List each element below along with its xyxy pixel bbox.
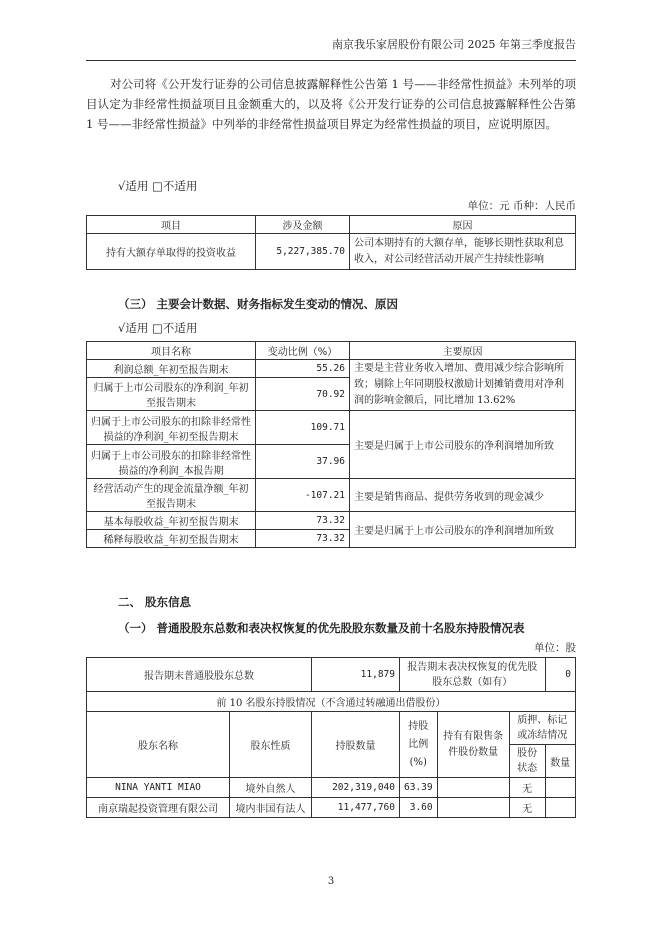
page-number: 3 xyxy=(327,876,335,887)
table2-reason: 主要是主营业务收入增加、费用减少综合影响所致；剔除上年同期股权激励计划摊销费用对净利润的影响金额后，同比增加 13.62% xyxy=(350,360,576,411)
section-three-title: （三） 主要会计数据、财务指标发生变动的情况、原因 xyxy=(118,297,399,311)
header-shareholder-nature: 股东性质 xyxy=(230,712,312,778)
table2-row-ratio: 109.71 xyxy=(256,411,350,445)
header-quantity: 数量 xyxy=(545,745,575,778)
header-pledge-status: 质押、标记或冻结情况 xyxy=(509,712,575,745)
header-shares-held: 持股数量 xyxy=(312,712,400,778)
shareholder-ratio: 3.60 xyxy=(400,798,438,818)
table2-reason: 主要是销售商品、提供劳务收到的现金减少 xyxy=(350,479,576,512)
table2-row-name: 经营活动产生的现金流量净额_年初至报告期末 xyxy=(87,479,256,512)
shareholder-status: 无 xyxy=(509,798,545,818)
table2-row-ratio: 73.32 xyxy=(256,512,350,530)
preferred-shareholders-label: 报告期末表决权恢复的优先股股东总数（如有） xyxy=(400,658,546,692)
section-two-title: 二、 股东信息 xyxy=(118,595,192,609)
shareholder-nature: 境内非国有法人 xyxy=(230,798,312,818)
shareholder-name: NINA YANTI MIAO xyxy=(87,778,230,798)
shareholder-shares: 11,477,760 xyxy=(312,798,400,818)
table2-row-ratio: 73.32 xyxy=(256,530,350,548)
table2-row-ratio: 70.92 xyxy=(256,378,350,411)
shareholder-shares: 202,319,040 xyxy=(312,778,400,798)
preferred-shareholders-value: 0 xyxy=(545,658,575,692)
table1-header-amount: 涉及金额 xyxy=(256,216,350,234)
table2-reason: 主要是归属于上市公司股东的净利润增加所致 xyxy=(350,411,576,479)
shareholders-table xyxy=(86,657,576,818)
section-two-one-title: （一） 普通股股东总数和表决权恢复的优先股股东数量及前十名股东持股情况表 xyxy=(118,621,525,635)
table2-header-name: 项目名称 xyxy=(87,342,256,360)
table1-amount: 5,227,385.70 xyxy=(256,234,350,270)
unit-currency: 单位：元 币种：人民币 xyxy=(467,200,576,212)
intro-paragraph: 对公司将《公开发行证券的公司信息披露解释性公告第 1 号——非经常性损益》未列举的项目认定为非经常性损益项目且金额重大的，以及将《公开发行证券的公司信息披露解释性公告第 1 号——非经常性损益》中列举的非经常性损益项目界定为经常性损益的项目，应说明原因。 xyxy=(86,77,576,131)
shareholder-ratio: 63.39 xyxy=(400,778,438,798)
table2-row-name: 稀释每股收益_年初至报告期末 xyxy=(87,530,256,548)
header-shareholder-name: 股东名称 xyxy=(87,712,230,778)
unit-shares: 单位：股 xyxy=(534,642,576,654)
table2-reason: 主要是归属于上市公司股东的净利润增加所致 xyxy=(350,512,576,548)
table2-row-name: 基本每股收益_年初至报告期末 xyxy=(87,512,256,530)
shareholder-name: 南京瑞起投资管理有限公司 xyxy=(87,798,230,818)
shareholder-qty xyxy=(545,798,575,818)
financial-changes-table xyxy=(86,341,576,548)
top10-caption: 前 10 名股东持股情况（不含通过转融通出借股份） xyxy=(87,692,576,712)
shareholder-restricted xyxy=(437,778,509,798)
header-restricted-shares: 持有有限售条件股份数量 xyxy=(437,712,509,778)
table2-row-name: 归属于上市公司股东的扣除非经常性损益的净利润_年初至报告期末 xyxy=(87,411,256,445)
header-share-ratio: 持股比例(%) xyxy=(400,712,438,778)
header-share-state: 股份状态 xyxy=(509,745,545,778)
total-shareholders-label: 报告期末普通股股东总数 xyxy=(87,658,312,692)
shareholder-nature: 境外自然人 xyxy=(230,778,312,798)
table2-row-ratio: -107.21 xyxy=(256,479,350,512)
non-recurring-items-table xyxy=(86,215,576,270)
table2-header-reason: 主要原因 xyxy=(350,342,576,360)
header-divider xyxy=(86,60,576,61)
table1-reason: 公司本期持有的大额存单，能够长期性获取利息收入，对公司经营活动开展产生持续性影响 xyxy=(350,234,576,270)
table2-row-ratio: 55.26 xyxy=(256,360,350,378)
applicability-option-1: √适用 □不适用 xyxy=(118,179,198,193)
table2-row-ratio: 37.96 xyxy=(256,445,350,479)
table2-header-ratio: 变动比例（%） xyxy=(256,342,350,360)
table2-row-name: 利润总额_年初至报告期末 xyxy=(87,360,256,378)
applicability-option-2: √适用 □不适用 xyxy=(118,321,198,335)
total-shareholders-value: 11,879 xyxy=(312,658,400,692)
page-header-title: 南京我乐家居股份有限公司 2025 年第三季度报告 xyxy=(332,38,576,51)
shareholder-restricted xyxy=(437,798,509,818)
shareholder-qty xyxy=(545,778,575,798)
table2-row-name: 归属于上市公司股东的净利润_年初至报告期末 xyxy=(87,378,256,411)
shareholder-status: 无 xyxy=(509,778,545,798)
table1-header-item: 项目 xyxy=(87,216,256,234)
table1-header-reason: 原因 xyxy=(350,216,576,234)
table1-item: 持有大额存单取得的投资收益 xyxy=(87,234,256,270)
table2-row-name: 归属于上市公司股东的扣除非经常性损益的净利润_本报告期 xyxy=(87,445,256,479)
